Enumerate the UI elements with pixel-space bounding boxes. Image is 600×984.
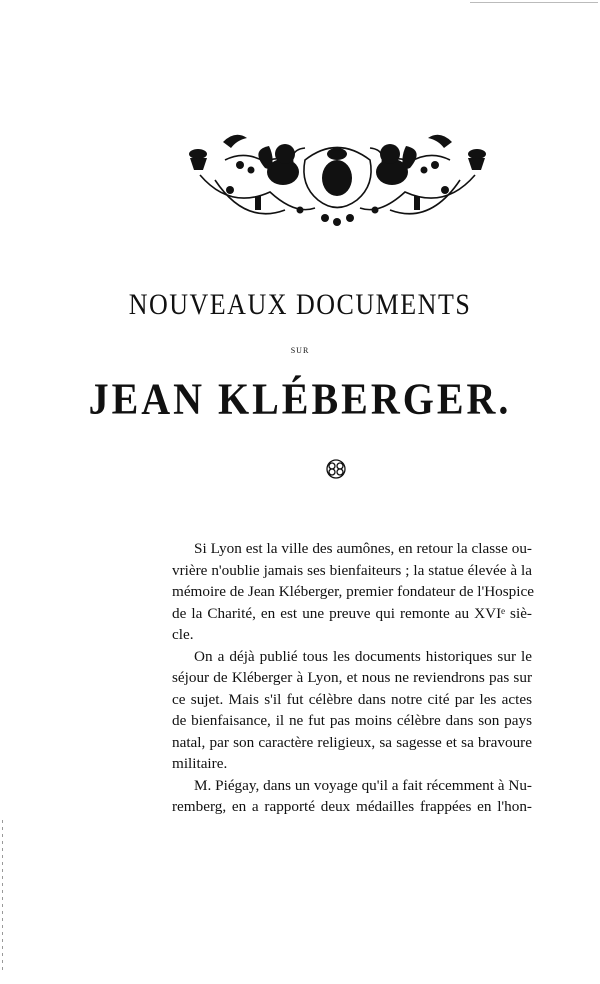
header-ornament-icon	[185, 130, 490, 230]
document-subject: JEAN KLÉBERGER.	[88, 373, 512, 424]
title-connector: SUR	[290, 346, 310, 355]
text-line: militaire.	[172, 755, 228, 772]
text-line: vrière n'oublie jamais ses bienfaiteurs ; la statue élevée à la	[172, 561, 532, 579]
top-edge-rule	[470, 2, 598, 3]
text-line: natal, par son caractère religieux, sa sagesse et sa bravoure	[172, 733, 532, 751]
text-line: Si Lyon est la ville des aumônes, en retour la classe ou-	[194, 540, 532, 557]
text-line: cle.	[172, 626, 194, 643]
text-line: de bienfaisance, il ne fut pas moins célèbre dans son pays	[172, 712, 532, 729]
text-line: ce sujet. Mais s'il fut célèbre dans notre cité par les actes	[172, 690, 532, 708]
text-line: mémoire de Jean Kléberger, premier fondateur de l'Hospice	[172, 583, 534, 600]
text-line: de la Charité, en est une preuve qui remonte au XVIᵉ siè-	[172, 604, 532, 622]
fleuron-icon	[325, 458, 347, 480]
text-line: séjour de Kléberger à Lyon, et nous ne reviendrons pas sur	[172, 669, 532, 686]
text-line: M. Piégay, dans un voyage qu'il a fait récemment à Nu-	[194, 776, 532, 794]
text-line: On a déjà publié tous les documents historiques sur le	[194, 647, 532, 665]
document-title: NOUVEAUX DOCUMENTS	[128, 287, 472, 322]
margin-mark	[2, 820, 3, 970]
text-line: remberg, en a rapporté deux médailles frappées en l'hon-	[172, 798, 532, 815]
body-text	[172, 538, 532, 818]
